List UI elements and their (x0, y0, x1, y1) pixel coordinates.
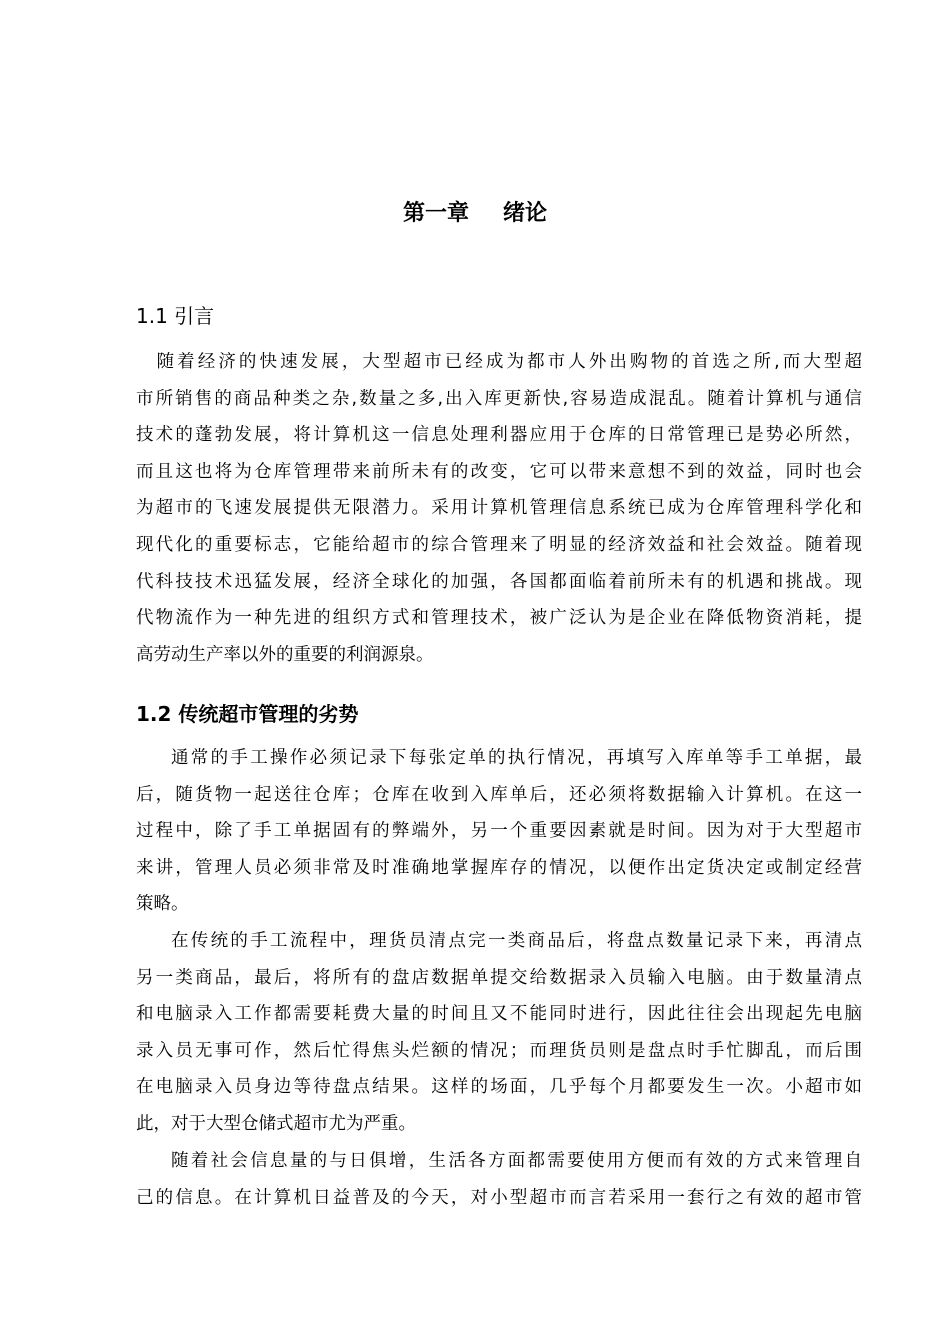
paragraph-manual-process (136, 740, 862, 923)
text-line: 录入员无事可作，然后忙得焦头烂额的情况；而理货员则是盘点时手忙脚乱，而后围 (136, 1040, 862, 1061)
text-line: 在传统的手工流程中，理货员清点完一类商品后，将盘点数量记录下来，再清点 (171, 931, 862, 951)
text-line: 和电脑录入工作都需要耗费大量的时间且又不能同时进行，因此往往会出现起先电脑 (136, 1004, 862, 1025)
text-line: 通常的手工操作必须记录下每张定单的执行情况，再填写入库单等手工单据，最 (171, 748, 862, 768)
text-line: 后，随货物一起送往仓库；仓库在收到入库单后，还必须将数据输入计算机。在这一 (136, 784, 862, 805)
paragraph-information-growth (136, 1143, 862, 1216)
paragraph-traditional-workflow (136, 923, 862, 1143)
text-line: 过程中，除了手工单据固有的弊端外，另一个重要因素就是时间。因为对于大型超市 (136, 821, 862, 842)
section-heading-intro: 1.1 引言 (136, 304, 215, 328)
text-line: 代科技技术迅猛发展，经济全球化的加强，各国都面临着前所未有的机遇和挑战。现 (136, 571, 862, 592)
chapter-name: 绪论 (503, 201, 548, 226)
text-line: 随着经济的快速发展，大型超市已经成为都市人外出购物的首选之所,而大型超 (136, 352, 862, 372)
text-line: 己的信息。在计算机日益普及的今天，对小型超市而言若采用一套行之有效的超市管 (136, 1187, 862, 1208)
text-line: 此，对于大型仓储式超市尤为严重。 (136, 1113, 416, 1134)
chapter-title (0, 196, 950, 232)
text-line: 技术的蓬勃发展，将计算机这一信息处理利器应用于仓库的日常管理已是势必所然， (136, 425, 862, 446)
text-line: 市所销售的商品种类之杂,数量之多,出入库更新快,容易造成混乱。随着计算机与通信 (136, 388, 862, 409)
section-heading-disadvantages: 1.2 传统超市管理的劣势 (136, 702, 359, 726)
text-line: 现代化的重要标志，它能给超市的综合管理来了明显的经济效益和社会效益。随着现 (136, 534, 862, 555)
text-line: 随着社会信息量的与日俱增，生活各方面都需要使用方便而有效的方式来管理自 (171, 1151, 862, 1171)
text-line: 在电脑录入员身边等待盘点结果。这样的场面，几乎每个月都要发生一次。小超市如 (136, 1077, 862, 1098)
text-line: 为超市的飞速发展提供无限潜力。采用计算机管理信息系统已成为仓库管理科学化和 (136, 498, 862, 519)
text-line: 策略。 (136, 894, 189, 915)
chapter-number: 第一章 (402, 201, 469, 226)
paragraph-intro (136, 344, 862, 673)
text-line: 另一类商品，最后，将所有的盘店数据单提交给数据录入员输入电脑。由于数量清点 (136, 967, 862, 988)
text-line: 而且这也将为仓库管理带来前所未有的改变，它可以带来意想不到的效益，同时也会 (136, 461, 862, 482)
text-line: 代物流作为一种先进的组织方式和管理技术，被广泛认为是企业在降低物资消耗，提 (136, 608, 862, 629)
text-line: 来讲，管理人员必须非常及时准确地掌握库存的情况，以便作出定货决定或制定经营 (136, 857, 862, 878)
text-line: 高劳动生产率以外的重要的利润源泉。 (136, 644, 434, 665)
